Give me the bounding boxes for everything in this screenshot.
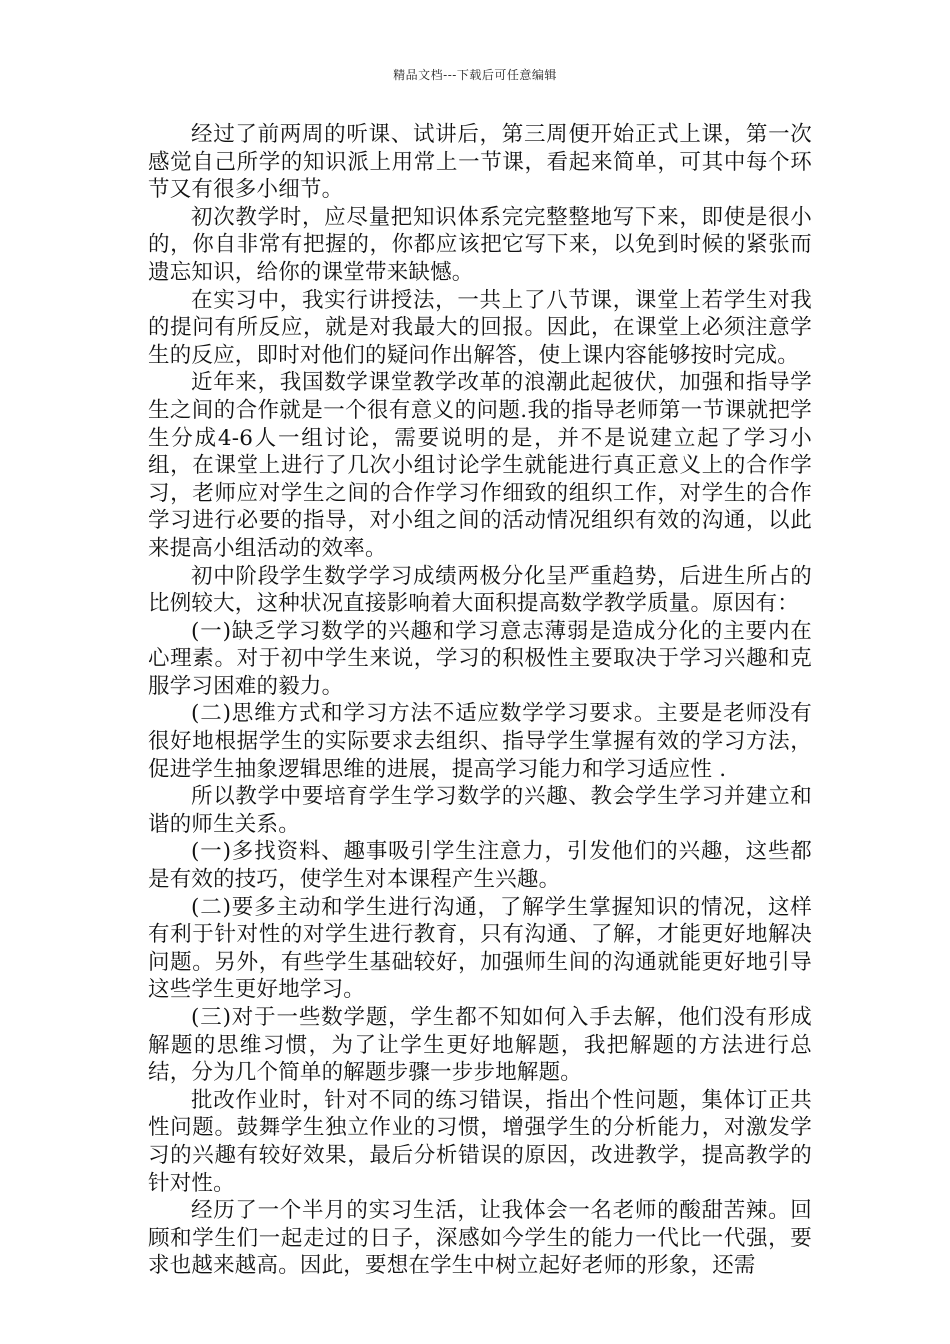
page-header: 精品文档---下载后可任意编辑	[393, 68, 557, 82]
paragraph-12: 批改作业时，针对不同的练习错误，指出个性问题，集体订正共性问题。鼓舞学生独立作业的习惯，增强学生的分析能力，对激发学习的兴趣有较好效果，最后分析错误的原因，改进教学，提高教学的针对性。	[148, 1087, 812, 1196]
paragraph-2: 初次教学时，应尽量把知识体系完完整整地写下来，即使是很小的，你自非常有把握的，你都应该把它写下来，以免到时候的紧张而遗忘知识，给你的课堂带来缺憾。	[148, 204, 812, 285]
paragraph-4: 近年来，我国数学课堂教学改革的浪潮此起彼伏，加强和指导学生之间的合作就是一个很有意义的问题.我的指导老师第一节课就把学生分成4-6人一组讨论，需要说明的是，并不是说建立起了学习小组，在课堂上进行了几次小组讨论学生就能进行真正意义上的合作学习，老师应对学生之间的合作学习作细致的组织工作，对学生的合作学习进行必要的指导，对小组之间的活动情况组织有效的沟通，以此来提高小组活动的效率。	[148, 370, 812, 561]
paragraph-10: (二)要多主动和学生进行沟通，了解学生掌握知识的情况，这样有利于针对性的对学生进行教育，只有沟通、了解，才能更好地解决问题。另外，有些学生基础较好，加强师生间的沟通就能更好地引导这些学生更好地学习。	[148, 894, 812, 1003]
paragraph-11: (三)对于一些数学题，学生都不知如何入手去解，他们没有形成解题的思维习惯，为了让学生更好地解题，我把解题的方法进行总结，分为几个简单的解题步骤一步步地解题。	[148, 1005, 812, 1086]
paragraph-7: (二)思维方式和学习方法不适应数学学习要求。主要是老师没有很好地根据学生的实际要求去组织、指导学生掌握有效的学习方法，促进学生抽象逻辑思维的进展，提高学习能力和学习适应性 .	[148, 701, 812, 782]
paragraph-3: 在实习中，我实行讲授法，一共上了八节课，课堂上若学生对我的提问有所反应，就是对我最大的回报。因此，在课堂上必须注意学生的反应，即时对他们的疑问作出解答，使上课内容能够按时完成。	[148, 287, 812, 368]
document-body	[148, 121, 812, 1280]
paragraph-9: (一)多找资料、趣事吸引学生注意力，引发他们的兴趣，这些都是有效的技巧，使学生对本课程产生兴趣。	[148, 839, 812, 893]
paragraph-1: 经过了前两周的听课、试讲后，第三周便开始正式上课，第一次感觉自己所学的知识派上用常上一节课，看起来简单，可其中每个环节又有很多小细节。	[148, 122, 812, 203]
paragraph-6: (一)缺乏学习数学的兴趣和学习意志薄弱是造成分化的主要内在心理素。对于初中学生来说，学习的积极性主要取决于学习兴趣和克服学习困难的毅力。	[148, 618, 812, 699]
paragraph-13: 经历了一个半月的实习生活，让我体会一名老师的酸甜苦辣。回顾和学生们一起走过的日子，深感如今学生的能力一代比一代强，要求也越来越高。因此，要想在学生中树立起好老师的形象，还需	[148, 1198, 812, 1279]
paragraph-5: 初中阶段学生数学学习成绩两极分化呈严重趋势，后进生所占的比例较大，这种状况直接影响着大面积提高数学教学质量。原因有：	[148, 563, 812, 617]
paragraph-8: 所以教学中要培育学生学习数学的兴趣、教会学生学习并建立和谐的师生关系。	[148, 784, 812, 837]
